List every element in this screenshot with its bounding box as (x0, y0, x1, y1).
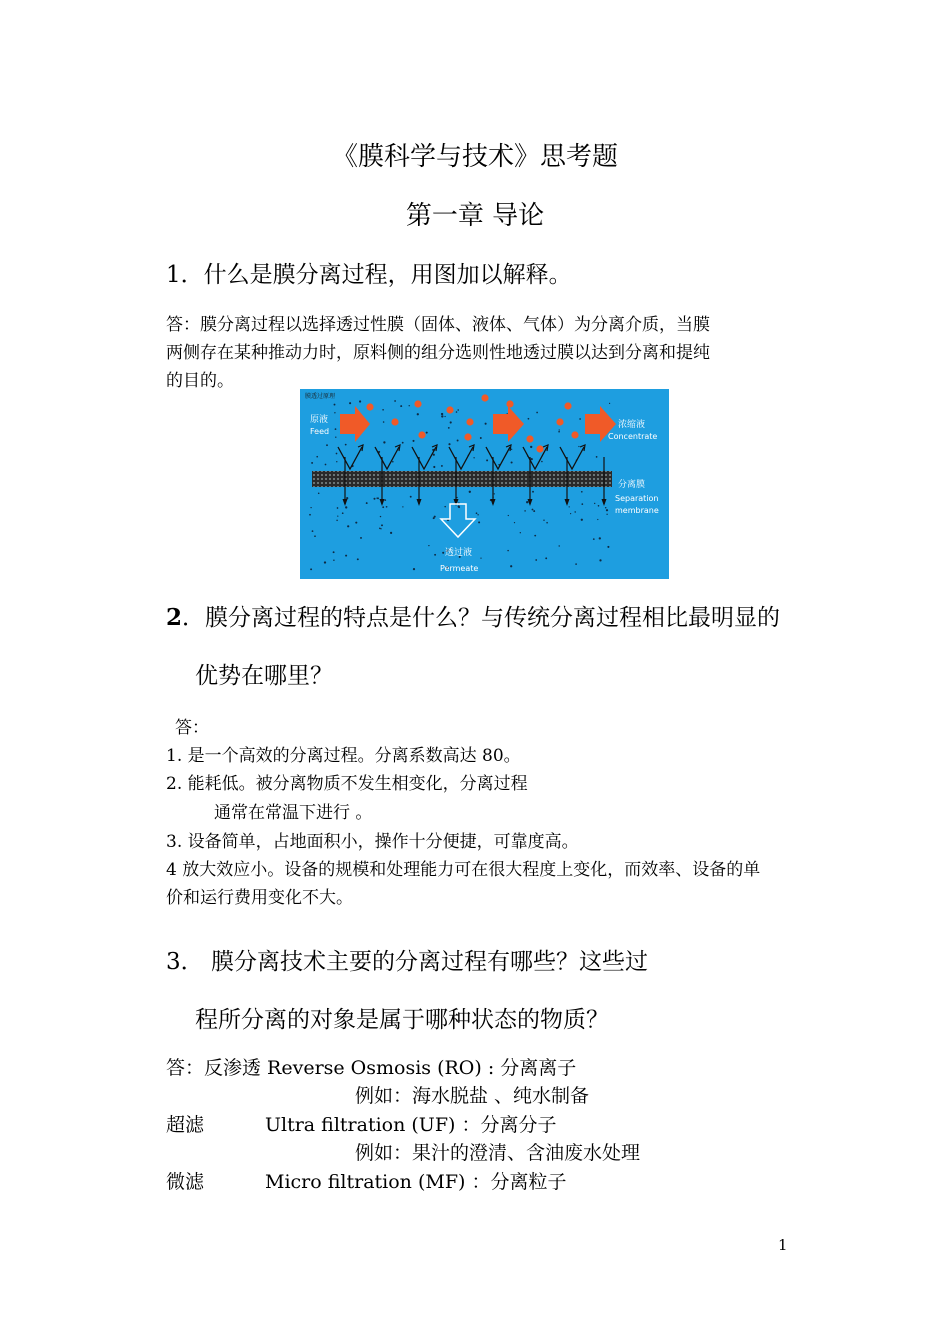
solute-dot (402, 442, 404, 444)
solute-dot (337, 515, 338, 516)
question-2-text: ．膜分离过程的特点是什么？与传统分离过程相比最明显的 (182, 605, 781, 631)
solute-dot (441, 413, 443, 415)
solute-dot (392, 461, 394, 463)
solute-dot (336, 453, 338, 455)
solute-dot (346, 497, 348, 499)
solute-dot (342, 512, 344, 514)
solute-dot (559, 545, 560, 546)
answer-2-item-4-cont: 价和运行费用变化不大。 (166, 888, 353, 908)
solute-dot (532, 509, 534, 511)
solute-dot (528, 418, 530, 420)
chapter-heading: 第一章 导论 (405, 201, 545, 231)
solute-dot (386, 506, 388, 508)
solute-dot (409, 405, 410, 406)
solute-dot (494, 493, 495, 494)
document-title: 《膜科学与技术》思考题 (331, 142, 618, 172)
solute-dot (511, 449, 512, 450)
solute-dot (345, 506, 347, 508)
solute-dot (593, 538, 595, 540)
solute-dot (546, 522, 548, 524)
feed-particle (571, 431, 578, 438)
solute-dot (578, 446, 579, 447)
solute-dot (599, 559, 601, 561)
solute-dot (359, 400, 361, 402)
solute-dot (508, 515, 509, 516)
solute-dot (333, 551, 335, 553)
solute-dot (478, 521, 480, 523)
solute-dot (383, 421, 385, 423)
solute-dot (536, 412, 538, 414)
solute-dot (606, 509, 608, 511)
solute-dot (333, 560, 334, 561)
solute-dot (417, 413, 419, 415)
solute-dot (570, 513, 571, 514)
feed-particle (366, 403, 373, 410)
solute-dot (373, 498, 375, 500)
feed-particle (481, 394, 488, 401)
question-2-line-1 (166, 599, 780, 632)
solute-dot (458, 506, 460, 508)
solute-dot (569, 506, 570, 507)
solute-dot (318, 493, 320, 495)
solute-dot (382, 506, 384, 508)
solute-dot (594, 503, 595, 504)
answer-2-item-4: 4 放大效应小。设备的规模和处理能力可在很大程度上变化，而效率、设备的单 (166, 860, 761, 880)
diagram-header: 膜透过原理 (305, 393, 336, 400)
solute-dot (400, 405, 402, 407)
solute-dot (597, 519, 598, 520)
solute-dot (480, 437, 482, 439)
solute-dot (477, 514, 478, 515)
answer-3-mf: Micro filtration (MF) ：分离粒子 (265, 1171, 567, 1193)
solute-dot (574, 511, 575, 512)
solute-dot (605, 507, 606, 508)
feed-particle (556, 418, 563, 425)
solute-dot (524, 510, 526, 512)
solute-dot (520, 532, 521, 533)
answer-1-line-1: 答：膜分离过程以选择透过性膜（固体、液体、气体）为分离介质，当膜 (166, 315, 710, 335)
permeate-label-en: Permeate (440, 564, 479, 573)
solute-dot (457, 440, 459, 442)
feed-particle (391, 418, 398, 425)
solute-dot (514, 522, 515, 523)
solute-dot (426, 432, 428, 434)
solute-dot (575, 563, 577, 565)
question-3-line-2: 程所分离的对象是属于哪种状态的物质？ (195, 1007, 609, 1033)
solute-dot (526, 501, 528, 503)
solute-dot (366, 502, 368, 504)
solute-dot (360, 537, 362, 539)
solute-dot (335, 437, 336, 438)
solute-dot (607, 546, 609, 548)
solute-dot (377, 497, 379, 499)
solute-dot (325, 464, 327, 466)
answer-3-uf: Ultra filtration (UF) ：分离分子 (265, 1114, 557, 1136)
solute-dot (510, 565, 512, 567)
solute-dot (448, 443, 450, 445)
solute-dot (379, 528, 381, 530)
answer-3-uf-example: 例如：果汁的澄清、含油废水处理 (355, 1142, 641, 1164)
feed-particle (536, 445, 543, 452)
solute-dot (312, 530, 314, 532)
solute-dot (476, 512, 478, 514)
solute-dot (324, 561, 326, 563)
solute-dot (450, 421, 452, 423)
feed-particle (466, 418, 473, 425)
solute-dot (334, 404, 336, 406)
solute-dot (559, 429, 560, 430)
feed-particle (418, 431, 425, 438)
solute-dot (543, 519, 544, 520)
solute-dot (579, 418, 581, 420)
solute-dot (533, 510, 535, 512)
solute-dot (545, 557, 547, 559)
answer-2-item-2: 2. 能耗低。被分离物质不发生相变化，分离过程 (166, 774, 528, 794)
solute-dot (428, 545, 429, 546)
solute-dot (410, 496, 412, 498)
page-number: 1 (778, 1236, 788, 1254)
question-2-number: 2 (166, 604, 183, 631)
solute-dot (336, 461, 337, 462)
feed-particle (464, 433, 471, 440)
feed-particle (526, 435, 533, 442)
solute-dot (442, 552, 444, 554)
solute-dot (469, 491, 471, 493)
solute-dot (316, 456, 318, 458)
solute-dot (530, 446, 532, 448)
solute-dot (486, 459, 488, 461)
question-1: 1．什么是膜分离过程，用图加以解释。 (166, 262, 572, 288)
solute-dot (456, 411, 458, 413)
solute-dot (448, 427, 450, 429)
answer-3-ro: 答：反渗透 Reverse Osmosis (RO) : 分离离子 (166, 1057, 577, 1079)
solute-dot (309, 514, 311, 516)
solute-dot (311, 462, 313, 464)
membrane-label-en-1: Separation (615, 494, 659, 503)
solute-dot (457, 409, 459, 411)
answer-3-uf-label: 超滤 (166, 1114, 205, 1136)
solute-dot (534, 535, 536, 537)
solute-dot (541, 461, 543, 463)
solute-dot (609, 403, 610, 404)
solute-dot (394, 400, 396, 402)
solute-dot (413, 568, 415, 570)
feed-particle (446, 406, 453, 413)
solute-dot (433, 466, 435, 468)
solute-dot (531, 458, 533, 460)
answer-1-line-2: 两侧存在某种推动力时，原料侧的组分选则性地透过膜以达到分离和提纯 (166, 343, 710, 363)
solute-dot (345, 444, 347, 446)
answer-3-mf-label: 微滤 (166, 1171, 205, 1193)
feed-label-en: Feed (310, 427, 330, 436)
solute-dot (357, 558, 359, 560)
solute-dot (599, 537, 601, 539)
solute-dot (310, 507, 311, 508)
solute-dot (434, 554, 436, 556)
solute-dot (335, 428, 337, 430)
solute-dot (412, 440, 414, 442)
solute-dot (402, 506, 403, 507)
feed-particle (564, 402, 571, 409)
answer-2-label: 答： (175, 718, 209, 738)
solute-dot (441, 415, 443, 417)
concentrate-label-cn: 浓缩液 (618, 420, 646, 430)
answer-1-line-3: 的目的。 (166, 371, 234, 391)
solute-dot (336, 520, 337, 521)
solute-dot (347, 525, 349, 527)
membrane-label-en-2: membrane (615, 506, 659, 515)
solute-dot (532, 491, 534, 493)
solute-dot (507, 550, 508, 551)
feed-label-cn: 原液 (310, 415, 329, 425)
solute-dot (511, 461, 513, 463)
answer-2-item-2-cont: 通常在常温下进行 。 (214, 803, 373, 823)
solute-dot (381, 524, 383, 526)
solute-dot (444, 416, 445, 417)
solute-dot (345, 555, 347, 557)
solute-dot (326, 444, 328, 446)
question-3-line-1: 3． 膜分离技术主要的分离过程有哪些？这些过 (166, 949, 648, 975)
solute-dot (558, 431, 560, 433)
solute-dot (310, 568, 312, 570)
answer-3-ro-example: 例如：海水脱盐 、纯水制备 (355, 1085, 590, 1107)
concentrate-label-en: Concentrate (608, 432, 658, 441)
solute-dot (390, 532, 392, 534)
solute-dot (337, 507, 339, 509)
solute-dot (355, 522, 357, 524)
answer-2-item-1: 1. 是一个高效的分离过程。分离系数高达 80。 (166, 746, 521, 766)
solute-dot (349, 402, 351, 404)
solute-dot (485, 423, 487, 425)
solute-dot (480, 557, 481, 558)
solute-dot (314, 535, 316, 537)
solute-dot (433, 454, 435, 456)
membrane-separation-diagram (300, 389, 669, 579)
solute-dot (598, 505, 600, 507)
solute-dot (581, 503, 583, 505)
solute-dot (384, 499, 386, 501)
solute-dot (444, 506, 446, 508)
solute-dot (383, 441, 385, 443)
answer-2-item-3: 3. 设备简单，占地面积小，操作十分便捷，可靠度高。 (166, 832, 579, 852)
solute-dot (581, 519, 583, 521)
solute-dot (441, 465, 443, 467)
solute-dot (535, 559, 537, 561)
feed-particle (414, 400, 421, 407)
solute-dot (434, 516, 436, 518)
solute-dot (596, 456, 598, 458)
solute-dot (473, 457, 474, 458)
membrane-label-cn: 分离膜 (618, 480, 646, 490)
solute-dot (380, 516, 381, 517)
solute-dot (456, 497, 457, 498)
solute-dot (382, 409, 384, 411)
feed-particle (506, 400, 513, 407)
question-2-line-2: 优势在哪里？ (195, 663, 333, 689)
solute-dot (606, 514, 607, 515)
permeate-label-cn: 透过液 (445, 548, 473, 558)
solute-dot (581, 491, 583, 493)
solute-dot (334, 412, 335, 413)
